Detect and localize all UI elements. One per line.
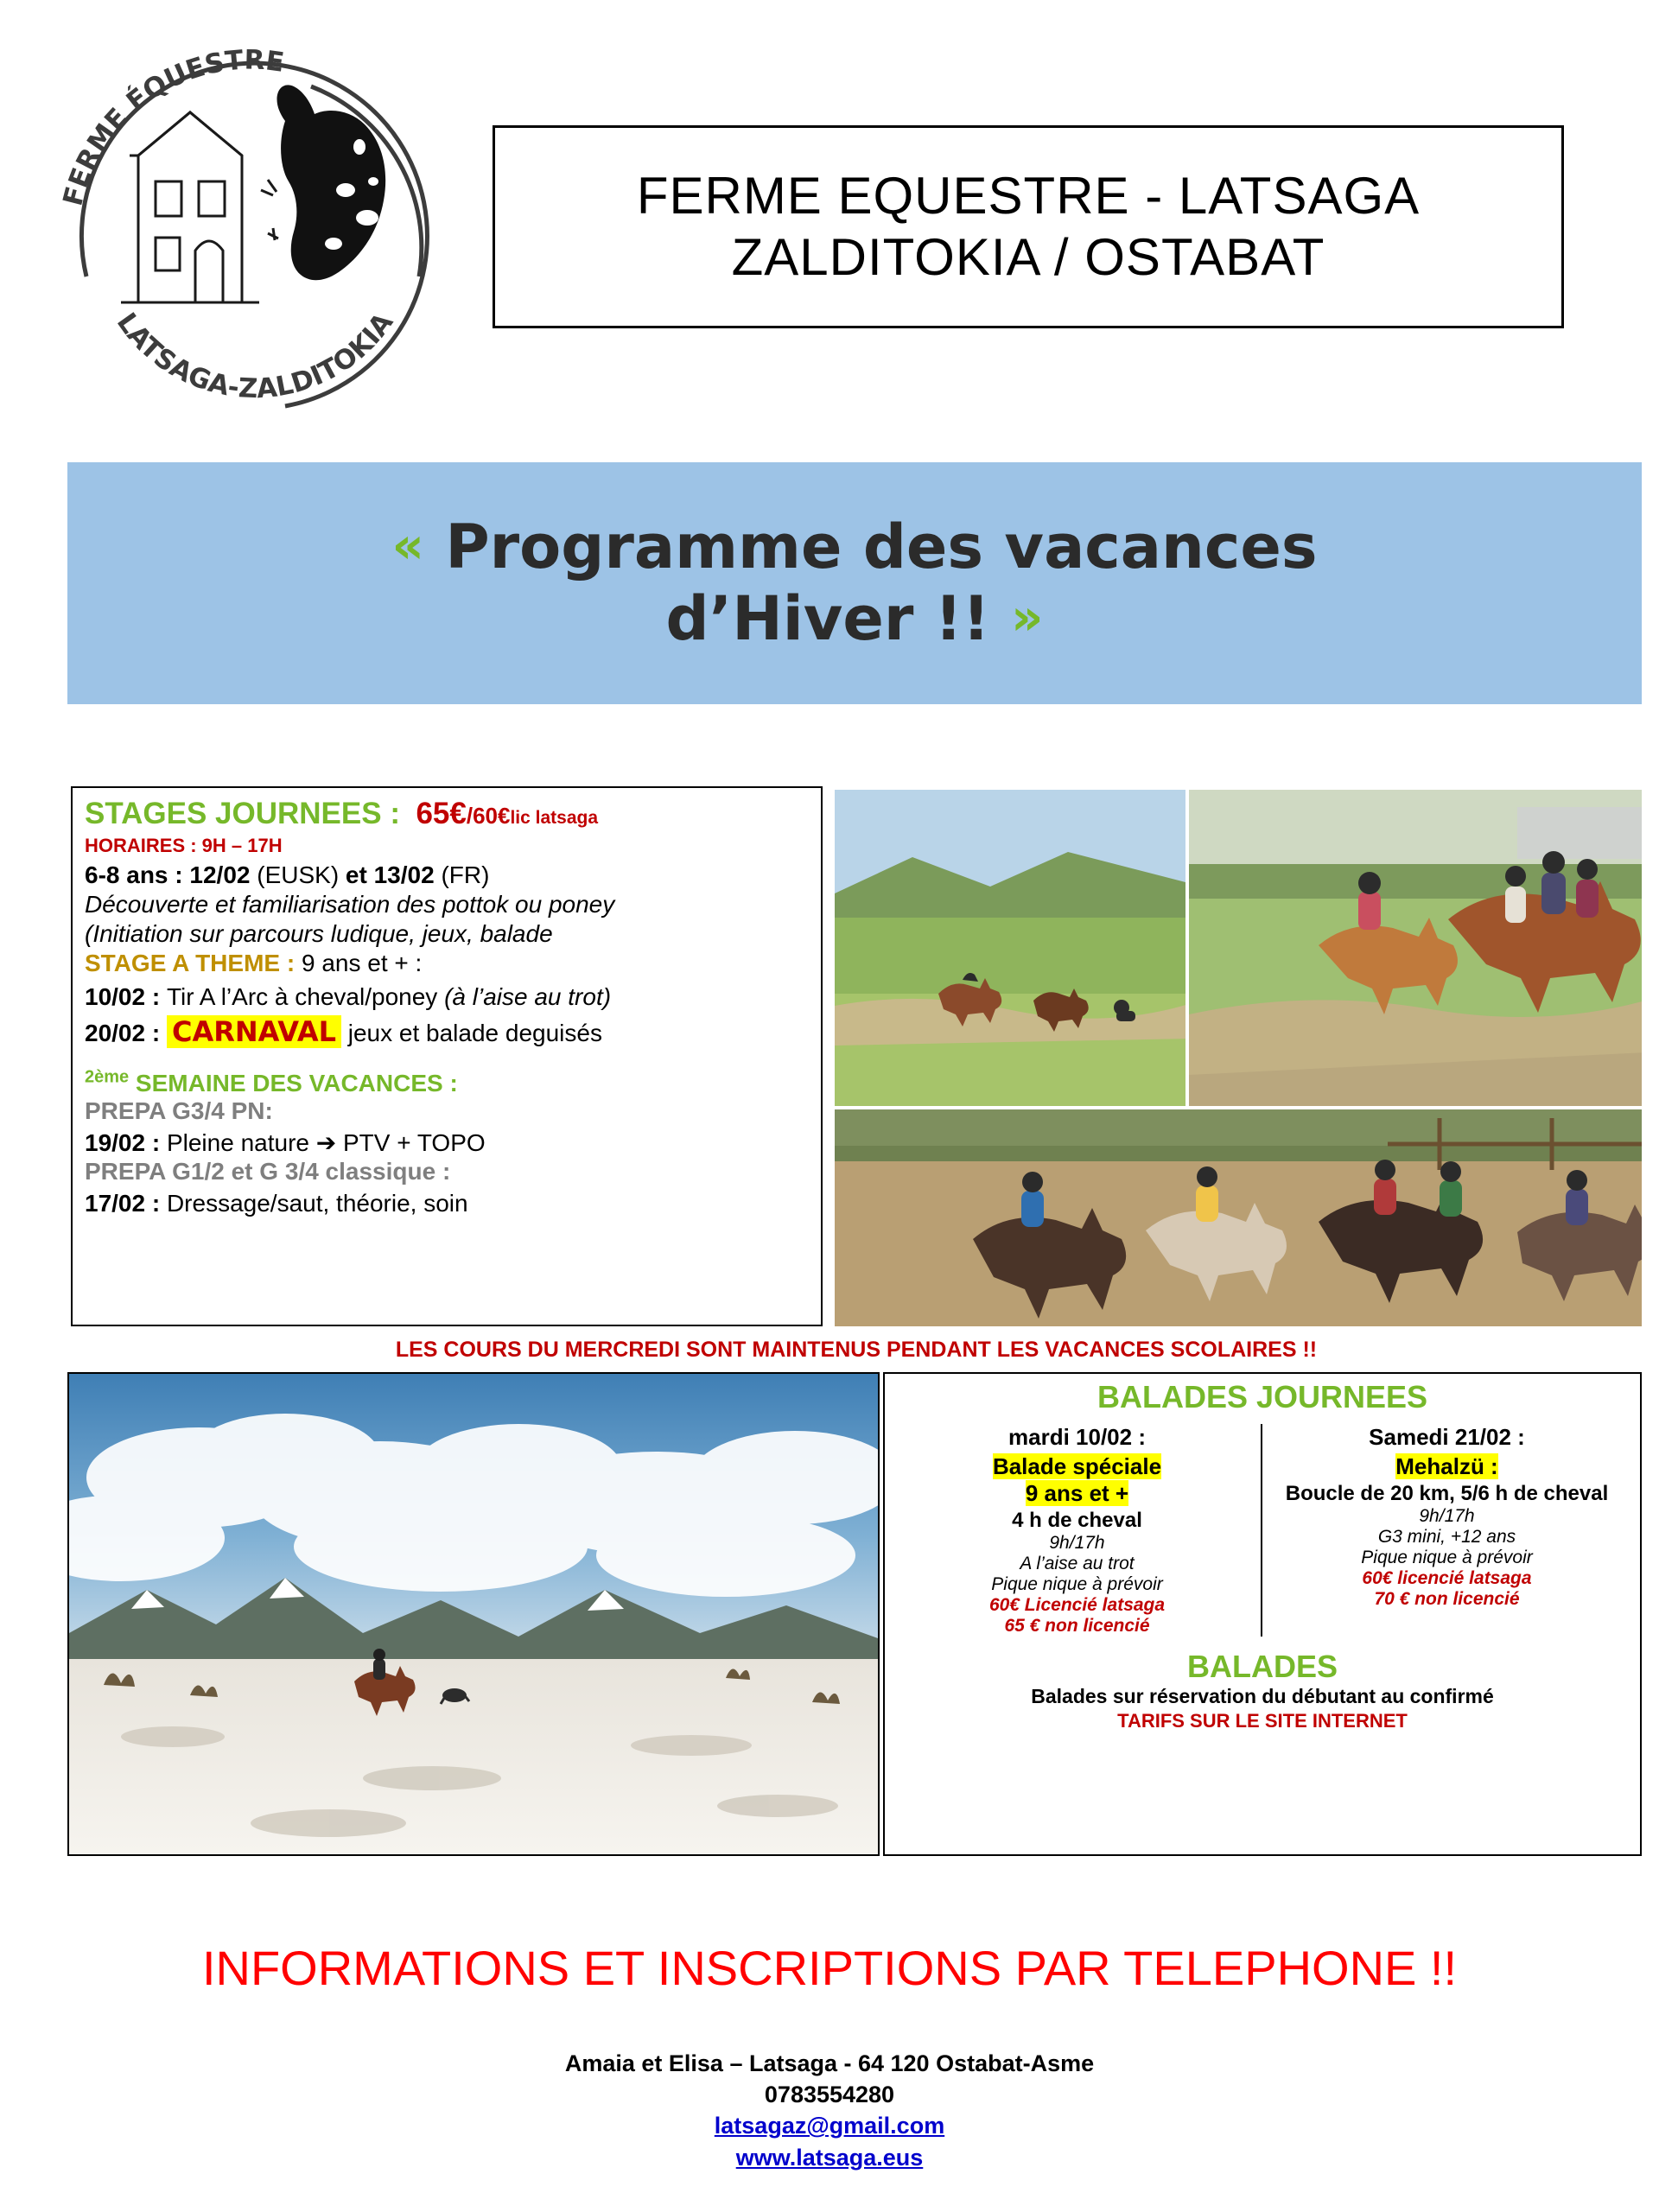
- carnaval-badge: CARNAVAL: [167, 1015, 341, 1048]
- balades-panel: [883, 1372, 1642, 1856]
- stages-date-1702: 17/02 :: [85, 1190, 167, 1217]
- chevron-left-icon: «: [391, 516, 424, 575]
- informations-headline: INFORMATIONS ET INSCRIPTIONS PAR TELEPHONE !!: [201, 1941, 1458, 1995]
- stages-price-second: /60€: [466, 803, 511, 829]
- stages-title: STAGES JOURNEES :: [85, 797, 400, 830]
- balade-left-picnic: Pique nique à prévoir: [991, 1574, 1163, 1594]
- balade-right-distance: Boucle de 20 km, 5/6 h de cheval: [1285, 1482, 1609, 1505]
- contact-email-link[interactable]: latsagaz@gmail.com: [714, 2113, 945, 2139]
- balade-left-price-licencie: 60€ Licencié latsaga: [988, 1595, 1166, 1615]
- balade-left-highlight-1: Balade spéciale: [992, 1453, 1162, 1479]
- photo-horses-field: [833, 788, 1187, 1108]
- stages-lang-fr: (FR): [441, 861, 490, 888]
- stages-date-1902: 19/02 :: [85, 1129, 167, 1157]
- stages-date-1002-note: (à l’aise au trot): [444, 982, 612, 1010]
- stages-hours: HORAIRES : 9H – 17H: [85, 835, 283, 856]
- stages-date-1002: 10/02 :: [85, 982, 167, 1010]
- balade-left-highlight-2: 9 ans et +: [1025, 1480, 1129, 1506]
- balade-right-price-non-licencie: 70 € non licencié: [1374, 1589, 1520, 1609]
- stages-theme-label: STAGE A THEME :: [85, 950, 296, 977]
- stages-date-1202: 12/02: [189, 861, 257, 888]
- stages-price-note: lic latsaga: [510, 808, 599, 828]
- stages-date-2002: 20/02 :: [85, 1019, 167, 1046]
- stages-date-2002-text: jeux et balade deguisés: [340, 1019, 602, 1046]
- balade-right-level: G3 mini, +12 ans: [1377, 1527, 1516, 1547]
- stages-prepa-2: PREPA G1/2 et G 3/4 classique :: [85, 1158, 451, 1185]
- balade-column-samedi: [1262, 1424, 1631, 1637]
- balade-left-level: A l’aise au trot: [1020, 1554, 1135, 1573]
- stages-panel: [71, 786, 823, 1326]
- photo-snowy-ride: [67, 1372, 880, 1856]
- balade-column-mardi: [893, 1424, 1262, 1637]
- stages-week2-sup: 2ème: [85, 1067, 130, 1087]
- logo: [26, 17, 475, 432]
- contact-address: Amaia et Elisa – Latsaga - 64 120 Ostabat-Asme: [564, 2050, 1095, 2076]
- page-header: [0, 0, 1659, 432]
- stages-lang-eusk: (EUSK): [257, 861, 340, 888]
- balades-reservation-text: Balades sur réservation du débutant au confirmé: [1031, 1685, 1494, 1707]
- stages-price: 65€: [416, 797, 467, 830]
- contact-phone: 0783554280: [764, 2082, 895, 2108]
- balade-left-hours: 9h/17h: [1049, 1533, 1105, 1553]
- mercredi-notice: LES COURS DU MERCREDI SONT MAINTENUS PENDANT LES VACANCES SCOLAIRES !!: [395, 1338, 1318, 1362]
- stages-date-1302: et 13/02: [339, 861, 442, 888]
- photo-riders-track: [1187, 788, 1643, 1108]
- contact-block: [0, 2048, 1659, 2173]
- stages-prepa-1: PREPA G3/4 PN:: [85, 1097, 273, 1125]
- balade-right-highlight-1: Mehalzü :: [1395, 1453, 1498, 1479]
- balades-tarifs-text: TARIFS SUR LE SITE INTERNET: [1117, 1710, 1408, 1732]
- stages-age-label: 6-8 ans :: [85, 861, 190, 888]
- chevron-right-icon: »: [1011, 588, 1044, 646]
- balade-left-price-non-licencie: 65 € non licencié: [1004, 1616, 1150, 1636]
- title-box: [493, 125, 1564, 328]
- photo-collage: [831, 786, 1642, 1326]
- balade-right-day: Samedi 21/02 :: [1369, 1424, 1525, 1450]
- balade-right-hours: 9h/17h: [1419, 1506, 1475, 1526]
- contact-website-link[interactable]: www.latsaga.eus: [735, 2144, 924, 2171]
- svg-text:LATSAGA-ZALDITOKIA: LATSAGA-ZALDITOKIA: [110, 307, 400, 405]
- balade-right-price-licencie: 60€ licencié latsaga: [1362, 1568, 1532, 1588]
- stages-theme-age: 9 ans et + :: [295, 950, 423, 977]
- stages-date-1002-text: Tir A l’Arc à cheval/poney: [166, 982, 445, 1010]
- balades-subtitle: BALADES: [1186, 1649, 1338, 1684]
- balades-journees-title: BALADES JOURNEES: [1096, 1379, 1428, 1414]
- banner-line2: d’Hiver !!: [665, 583, 990, 654]
- svg-text:FERME ÉQUESTRE: FERME ÉQUESTRE: [57, 44, 287, 209]
- stages-italic-1: Découverte et familiarisation des pottok ou poney: [85, 891, 615, 918]
- balade-left-duration: 4 h de cheval: [1012, 1509, 1142, 1532]
- page-title-line1: FERME EQUESTRE - LATSAGA: [636, 166, 1421, 225]
- stages-date-1702-text: Dressage/saut, théorie, soin: [166, 1190, 468, 1217]
- banner-line1: Programme des vacances: [445, 512, 1318, 583]
- banner: [67, 462, 1642, 704]
- balade-right-picnic: Pique nique à prévoir: [1361, 1548, 1533, 1567]
- stages-date-1902-text: Pleine nature ➔ PTV + TOPO: [166, 1129, 486, 1157]
- balade-left-day: mardi 10/02 :: [1008, 1424, 1146, 1450]
- page-title-line2: ZALDITOKIA / OSTABAT: [731, 227, 1325, 286]
- stages-italic-2: (Initiation sur parcours ludique, jeux, balade: [85, 920, 553, 948]
- stages-week2-text: SEMAINE DES VACANCES :: [129, 1070, 458, 1097]
- photo-children-ponies-arena: [833, 1108, 1643, 1328]
